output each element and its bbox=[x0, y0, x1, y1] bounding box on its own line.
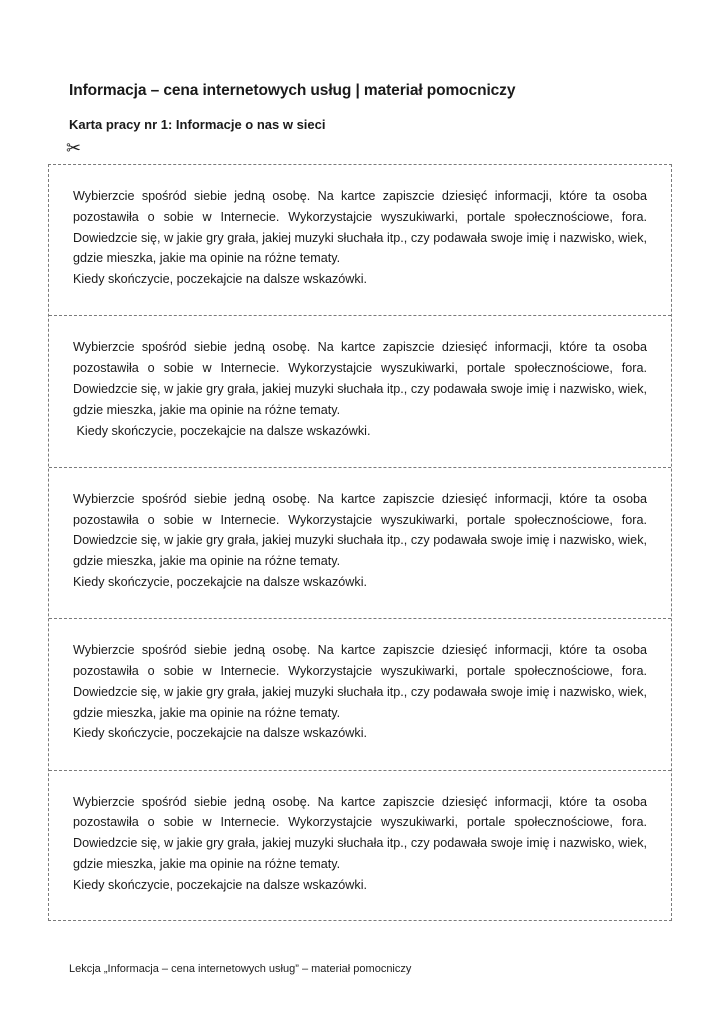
page-title: Informacja – cena internetowych usług | materiał pomocniczy bbox=[69, 82, 516, 99]
card-closing-note: Kiedy skończycie, poczekajcie na dalsze wskazówki. bbox=[73, 726, 367, 741]
card-closing-note: Kiedy skończycie, poczekajcie na dalsze wskazówki. bbox=[73, 272, 367, 287]
card bbox=[49, 316, 671, 467]
cut-out-cards bbox=[48, 164, 672, 921]
card bbox=[49, 468, 671, 619]
card-instructions: Wybierzcie spośród siebie jedną osobę. Na kartce zapiszcie dziesięć informacji, które ta osoba pozostawiła o sobie w Internecie. Wykorzystajcie wyszukiwarki, portale społecznościowe, fora. Dowiedzcie się, w jakie gry grała, jakiej muzyki słuchała itp., czy podawała swoje imię i nazwisko, wiek, gdzie mieszka, jakie ma opinie na różne tematy. bbox=[73, 643, 647, 720]
card bbox=[49, 619, 671, 770]
card bbox=[49, 165, 671, 316]
card bbox=[49, 771, 671, 922]
card-closing-note: Kiedy skończycie, poczekajcie na dalsze wskazówki. bbox=[73, 423, 371, 438]
page-footer: Lekcja „Informacja – cena internetowych usług” – materiał pomocniczy bbox=[69, 963, 412, 975]
card-instructions: Wybierzcie spośród siebie jedną osobę. Na kartce zapiszcie dziesięć informacji, które ta osoba pozostawiła o sobie w Internecie. Wykorzystajcie wyszukiwarki, portale społecznościowe, fora. Dowiedzcie się, w jakie gry grała, jakiej muzyki słuchała itp., czy podawała swoje imię i nazwisko, wiek, gdzie mieszka, jakie ma opinie na różne tematy. bbox=[73, 491, 647, 569]
card-closing-note: Kiedy skończycie, poczekajcie na dalsze wskazówki. bbox=[73, 877, 367, 892]
card-instructions: Wybierzcie spośród siebie jedną osobę. Na kartce zapiszcie dziesięć informacji, które ta osoba pozostawiła o sobie w Internecie. Wykorzystajcie wyszukiwarki, portale społecznościowe, fora. Dowiedzcie się, w jakie gry grała, jakiej muzyki słuchała itp., czy podawała swoje imię i nazwisko, wiek, gdzie mieszka, jakie ma opinie na różne tematy. bbox=[73, 794, 647, 871]
card-instructions: Wybierzcie spośród siebie jedną osobę. Na kartce zapiszcie dziesięć informacji, które ta osoba pozostawiła o sobie w Internecie. Wykorzystajcie wyszukiwarki, portale społecznościowe, fora. Dowiedzcie się, w jakie gry grała, jakiej muzyki słuchała itp., czy podawała swoje imię i nazwisko, wiek, gdzie mieszka, jakie ma opinie na różne tematy. bbox=[73, 340, 647, 417]
worksheet-subtitle: Karta pracy nr 1: Informacje o nas w sieci bbox=[69, 117, 326, 132]
card-instructions: Wybierzcie spośród siebie jedną osobę. Na kartce zapiszcie dziesięć informacji, które ta osoba pozostawiła o sobie w Internecie. Wykorzystajcie wyszukiwarki, portale społecznościowe, fora. Dowiedzcie się, w jakie gry grała, jakiej muzyki słuchała itp., czy podawała swoje imię i nazwisko, wiek, gdzie mieszka, jakie ma opinie na różne tematy. bbox=[73, 189, 647, 266]
card-closing-note: Kiedy skończycie, poczekajcie na dalsze wskazówki. bbox=[73, 574, 367, 589]
scissors-icon: ✂ bbox=[66, 138, 82, 158]
